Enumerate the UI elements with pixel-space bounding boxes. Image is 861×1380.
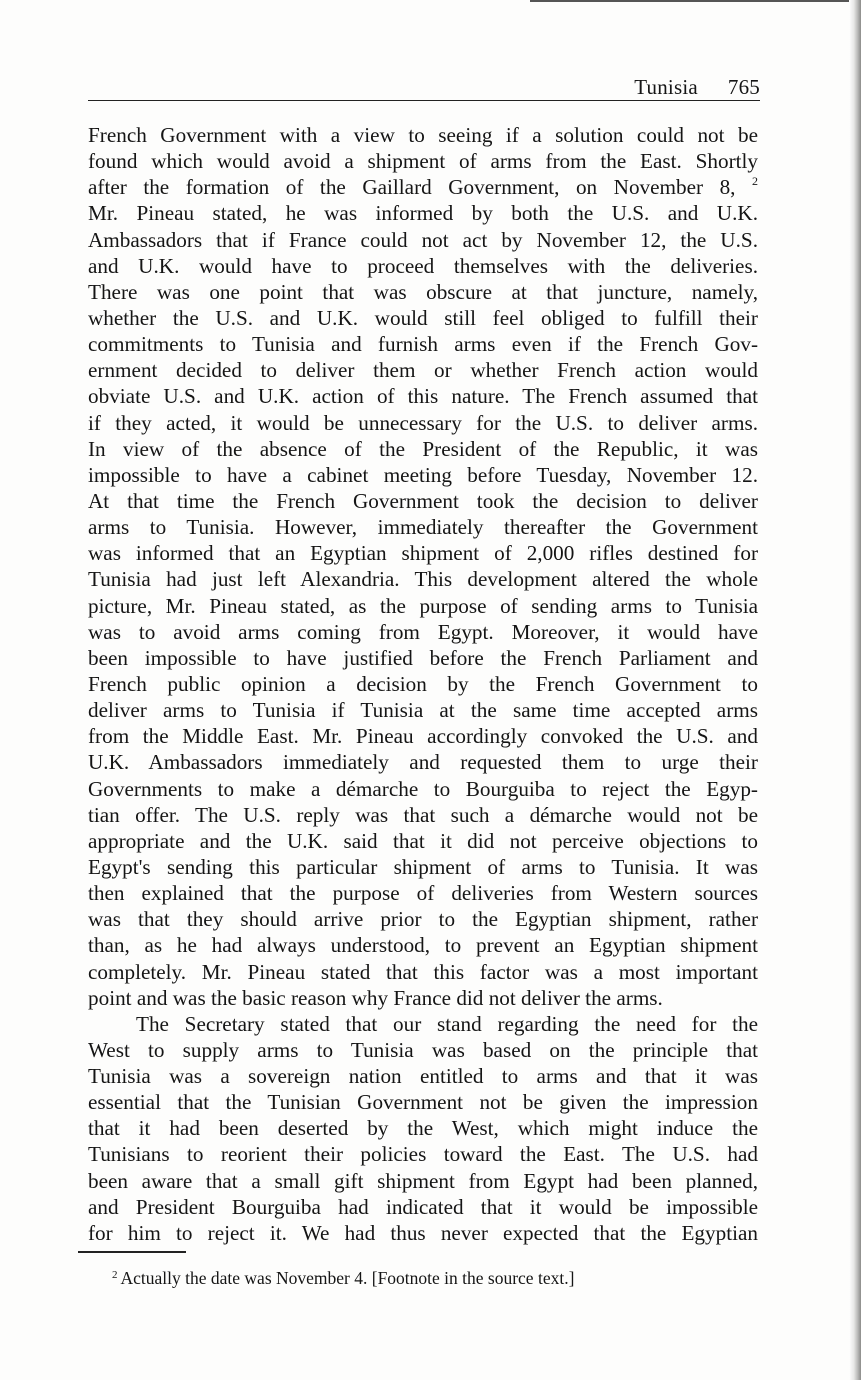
footnote-number: 2 <box>112 1269 118 1281</box>
text-line: Governments to make a démarche to Bourguiba to reject the Egyp- <box>88 776 758 801</box>
page-edge-shadow <box>849 0 861 1380</box>
text-line: was to avoid arms coming from Egypt. Moreover, it would have <box>88 619 758 644</box>
text-line: U.K. Ambassadors immediately and requested them to urge their <box>88 750 758 775</box>
text-line: completely. Mr. Pineau stated that this factor was a most important <box>88 959 758 984</box>
text-line: appropriate and the U.K. said that it did not perceive objections to <box>88 828 758 853</box>
text-line: Mr. Pineau stated, he was informed by both the U.S. and U.K. <box>88 201 758 226</box>
text-line: deliver arms to Tunisia if Tunisia at the same time accepted arms <box>88 698 758 723</box>
page-edge-top <box>530 0 861 2</box>
text-line: for him to reject it. We had thus never expected that the Egyptian <box>88 1220 758 1245</box>
text-line: There was one point that was obscure at that juncture, namely, <box>88 279 758 304</box>
text-line: Tunisia was a sovereign nation entitled to arms and that it was <box>88 1064 758 1089</box>
text-line: essential that the Tunisian Government not be given the impression <box>88 1090 758 1115</box>
text-line: than, as he had always understood, to prevent an Egyptian shipment <box>88 933 758 958</box>
running-head-title: Tunisia <box>634 75 698 99</box>
text-line: French public opinion a decision by the French Government to <box>88 671 758 696</box>
text-line: then explained that the purpose of deliveries from Western sources <box>88 881 758 906</box>
text-line: commitments to Tunisia and furnish arms even if the French Gov- <box>88 332 758 357</box>
text-line-content: after the formation of the Gaillard Government, on November 8, <box>88 175 736 200</box>
text-line: been impossible to have justified before the French Parliament and <box>88 645 758 670</box>
paragraph-end-line: point and was the basic reason why France did not deliver the arms. <box>88 985 663 1010</box>
text-line: West to supply arms to Tunisia was based on the principle that <box>88 1037 758 1062</box>
body-text <box>88 122 758 1246</box>
footnote-reference[interactable]: 2 <box>752 174 758 189</box>
text-line: Tunisians to reorient their policies toward the East. The U.S. had <box>88 1142 758 1167</box>
text-line: and U.K. would have to proceed themselves with the deliveries. <box>88 253 758 278</box>
text-line: picture, Mr. Pineau stated, as the purpose of sending arms to Tunisia <box>88 593 758 618</box>
text-line: from the Middle East. Mr. Pineau accordingly convoked the U.S. and <box>88 724 758 749</box>
text-line: In view of the absence of the President of the Republic, it was <box>88 436 758 461</box>
footnote-text: Actually the date was November 4. [Footnote in the source text.] <box>120 1268 575 1288</box>
text-line: found which would avoid a shipment of arms from the East. Shortly <box>88 149 758 174</box>
page-number: 765 <box>727 75 760 99</box>
text-line: Egypt's sending this particular shipment of arms to Tunisia. It was <box>88 854 758 879</box>
text-line: was informed that an Egyptian shipment of 2,000 rifles destined for <box>88 541 758 566</box>
text-line-with-footnote-ref <box>88 174 758 200</box>
footnote-rule <box>78 1251 186 1253</box>
text-line: that it had been deserted by the West, which might induce the <box>88 1116 758 1141</box>
text-line: whether the U.S. and U.K. would still feel obliged to fulfill their <box>88 305 758 330</box>
text-line: At that time the French Government took the decision to deliver <box>88 488 758 513</box>
text-line: if they acted, it would be unnecessary for the U.S. to deliver arms. <box>88 410 758 435</box>
footnote <box>112 1264 574 1289</box>
running-head <box>88 76 760 101</box>
paragraph-start-line: The Secretary stated that our stand regarding the need for the <box>136 1011 758 1036</box>
text-line: impossible to have a cabinet meeting before Tuesday, November 12. <box>88 462 758 487</box>
text-line: Ambassadors that if France could not act by November 12, the U.S. <box>88 227 758 252</box>
text-line: Tunisia had just left Alexandria. This development altered the whole <box>88 567 758 592</box>
text-line: ernment decided to deliver them or whether French action would <box>88 358 758 383</box>
text-line: French Government with a view to seeing if a solution could not be <box>88 123 758 147</box>
text-line: been aware that a small gift shipment from Egypt had been planned, <box>88 1168 758 1193</box>
text-line: was that they should arrive prior to the Egyptian shipment, rather <box>88 907 758 932</box>
text-line: arms to Tunisia. However, immediately thereafter the Government <box>88 515 758 540</box>
text-line: tian offer. The U.S. reply was that such a démarche would not be <box>88 802 758 827</box>
text-line: and President Bourguiba had indicated that it would be impossible <box>88 1194 758 1219</box>
text-line: obviate U.S. and U.K. action of this nature. The French assumed that <box>88 384 758 409</box>
